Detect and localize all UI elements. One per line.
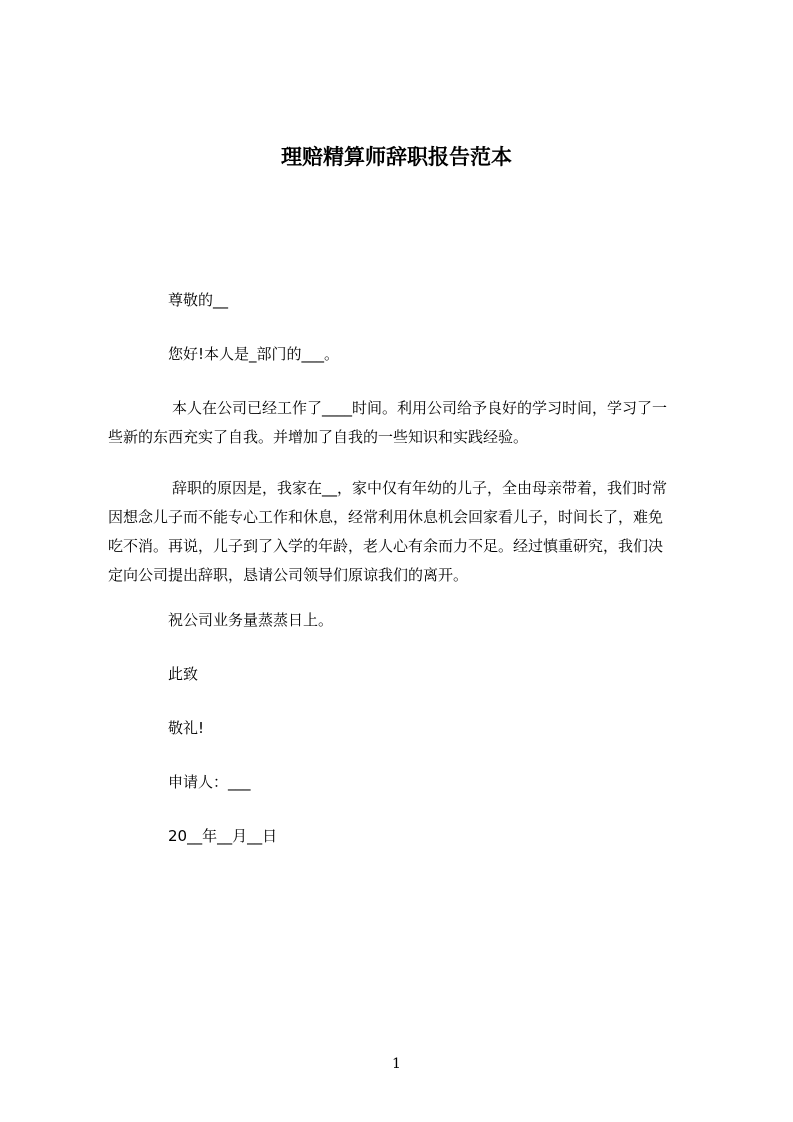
closing-ci-zhi: 此致 — [168, 665, 199, 683]
wish-line: 祝公司业务量蒸蒸日上。 — [168, 611, 334, 629]
applicant-line: 申请人：___ — [168, 773, 251, 791]
page-number: 1 — [392, 1056, 401, 1072]
paragraph-line: 本人在公司已经工作了____时间。利用公司给予良好的学习时间，学习了一 — [172, 399, 668, 417]
paragraph-line: 定向公司提出辞职，恳请公司领导们原谅我们的离开。 — [108, 566, 469, 584]
document-title: 理赔精算师辞职报告范本 — [281, 145, 512, 169]
greeting: 您好!本人是_部门的___。 — [168, 345, 340, 363]
paragraph-line: 辞职的原因是，我家在__，家中仅有年幼的儿子，全由母亲带着，我们时常 — [172, 479, 668, 497]
closing-jing-li: 敬礼! — [168, 719, 205, 737]
paragraph-line: 吃不消。再说，儿子到了入学的年龄，老人心有余而力不足。经过慎重研究，我们决 — [108, 537, 664, 555]
paragraph-line: 些新的东西充实了自我。并增加了自我的一些知识和实践经验。 — [108, 428, 529, 446]
paragraph-line: 因想念儿子而不能专心工作和休息，经常利用休息机会回家看儿子，时间长了，难免 — [108, 508, 664, 526]
salutation: 尊敬的__ — [168, 291, 229, 309]
date-line: 20__年__月__日 — [168, 827, 278, 845]
